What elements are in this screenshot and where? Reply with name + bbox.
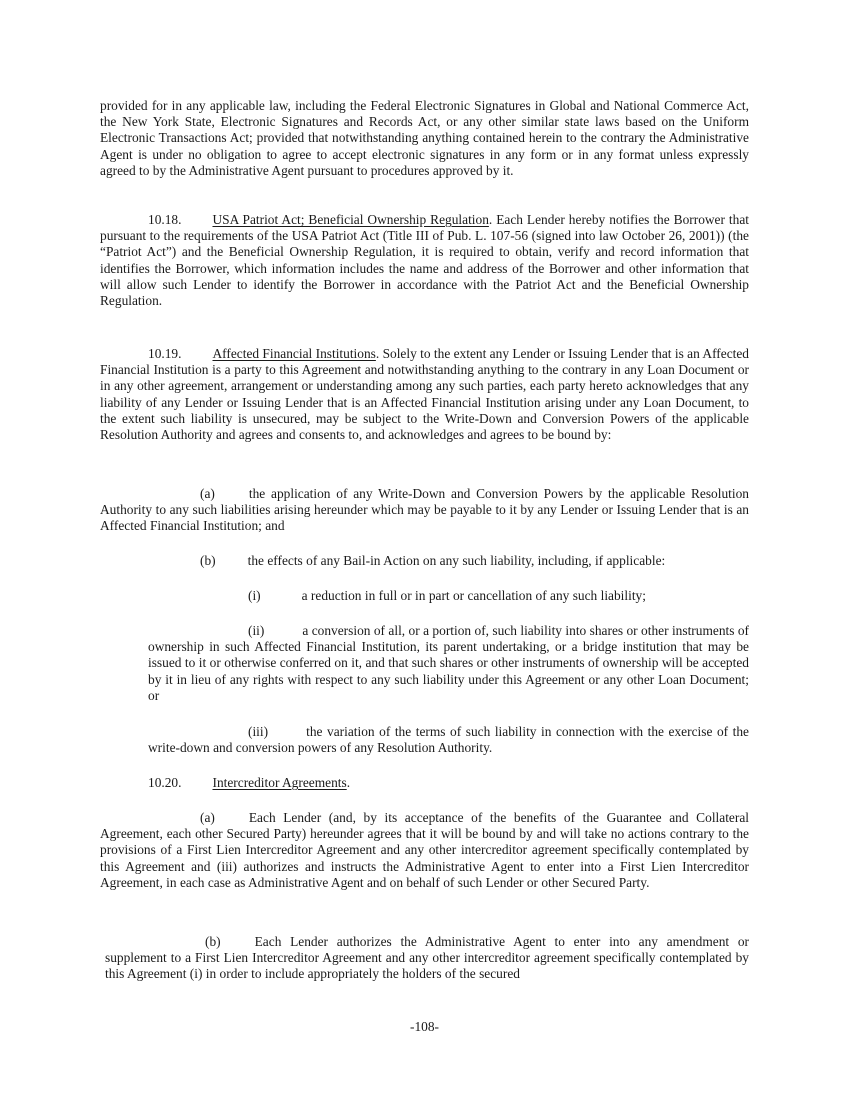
section-heading: Affected Financial Institutions (212, 346, 376, 361)
section-heading: USA Patriot Act; Beneficial Ownership Regulation (212, 212, 489, 227)
clause-10-19-b-iii (148, 724, 749, 756)
page-number: -108- (409, 1019, 439, 1034)
intro-paragraph: provided for in any applicable law, including the Federal Electronic Signatures in Global and National Commerce Act, the New York State, Electronic Signatures and Records Act, or any other similar state laws based on the Uniform Electronic Transactions Act; provided that notwithstanding anything contained herein to the contrary the Administrative Agent is under no obligation to agree to accept electronic signatures in any form or in any format unless expressly agreed to by the Administrative Agent pursuant to procedures approved by it. (100, 98, 749, 178)
clause-10-19-a (100, 486, 749, 535)
section-period: . (346, 775, 351, 790)
clause-10-20-a (100, 810, 749, 891)
clause-label: (a) (200, 810, 215, 825)
clause-10-19-b-i (248, 588, 646, 604)
clause-text: the effects of any Bail-in Action on any such liability, including, if applicable: (247, 553, 666, 568)
clause-label: (i) (248, 588, 261, 603)
section-number: 10.18. (148, 212, 182, 227)
clause-10-19-b (200, 553, 665, 569)
clause-text: the variation of the terms of such liability in connection with the exercise of the write-down and conversion powers of any Resolution Authority. (148, 724, 749, 756)
section-number: 10.20. (148, 775, 182, 790)
clause-label: (b) (200, 553, 216, 568)
clause-text: a reduction in full or in part or cancellation of any such liability; (301, 588, 646, 603)
clause-label: (a) (200, 486, 215, 501)
clause-text: a conversion of all, or a portion of, such liability into shares or other instruments of ownership in such Affected Financial Institution, its parent undertaking, or a bridge institution that may be issued to it or otherwise conferred on it, and that such shares or other instruments of ownership will be accepted by it in lieu of any rights with respect to any such liability under this Agreement or any other Loan Document; or (148, 623, 749, 703)
section-10-18 (100, 212, 749, 309)
section-number: 10.19. (148, 346, 182, 361)
clause-text: the application of any Write-Down and Conversion Powers by the applicable Resolution Authority to any such liabilities arising hereunder which may be payable to it by any Lender or Issuing Lender that is an Affected Financial Institution; and (100, 486, 749, 534)
section-heading: Intercreditor Agreements (212, 775, 347, 790)
section-body: . Each Lender hereby notifies the Borrower that pursuant to the requirements of the USA Patriot Act (Title III of Pub. L. 107-56 (signed into law October 26, 2001)) (the “Patriot Act”) and the Beneficial Ownership Regulation, it is required to obtain, verify and record information that identifies the Borrower, which information includes the name and address of the Borrower and other information that will allow such Lender to identify the Borrower in accordance with the Patriot Act and the Beneficial Ownership Regulation. (100, 212, 749, 309)
clause-10-19-b-ii (148, 623, 749, 704)
section-10-19 (100, 346, 749, 443)
clause-label: (ii) (248, 623, 265, 638)
section-body: . Solely to the extent any Lender or Issuing Lender that is an Affected Financial Institution is a party to this Agreement and notwithstanding anything to the contrary in any Loan Document or in any other agreement, arrangement or understanding among any such parties, each party hereto acknowledges that any liability of any Lender or Issuing Lender that is an Affected Financial Institution arising under any Loan Document, to the extent such liability is unsecured, may be subject to the Write-Down and Conversion Powers of the applicable Resolution Authority and agrees and consents to, and acknowledges and agrees to be bound by: (100, 346, 749, 443)
clause-10-20-b (105, 934, 749, 983)
clause-text: Each Lender (and, by its acceptance of the benefits of the Guarantee and Collateral Agreement, each other Secured Party) hereunder agrees that it will be bound by and will take no actions contrary to the provisions of a First Lien Intercreditor Agreement and any other intercreditor agreement specifically contemplated by this Agreement and (iii) authorizes and instructs the Administrative Agent to enter into a First Lien Intercreditor Agreement, in each case as Administrative Agent and on behalf of such Lender or other Secured Party. (100, 810, 749, 890)
clause-text: Each Lender authorizes the Administrative Agent to enter into any amendment or supplement to a First Lien Intercreditor Agreement and any other intercreditor agreement specifically contemplated by this Agreement (i) in order to include appropriately the holders of the secured (105, 934, 749, 982)
clause-label: (b) (205, 934, 221, 949)
clause-label: (iii) (248, 724, 269, 739)
section-10-20 (148, 775, 350, 791)
